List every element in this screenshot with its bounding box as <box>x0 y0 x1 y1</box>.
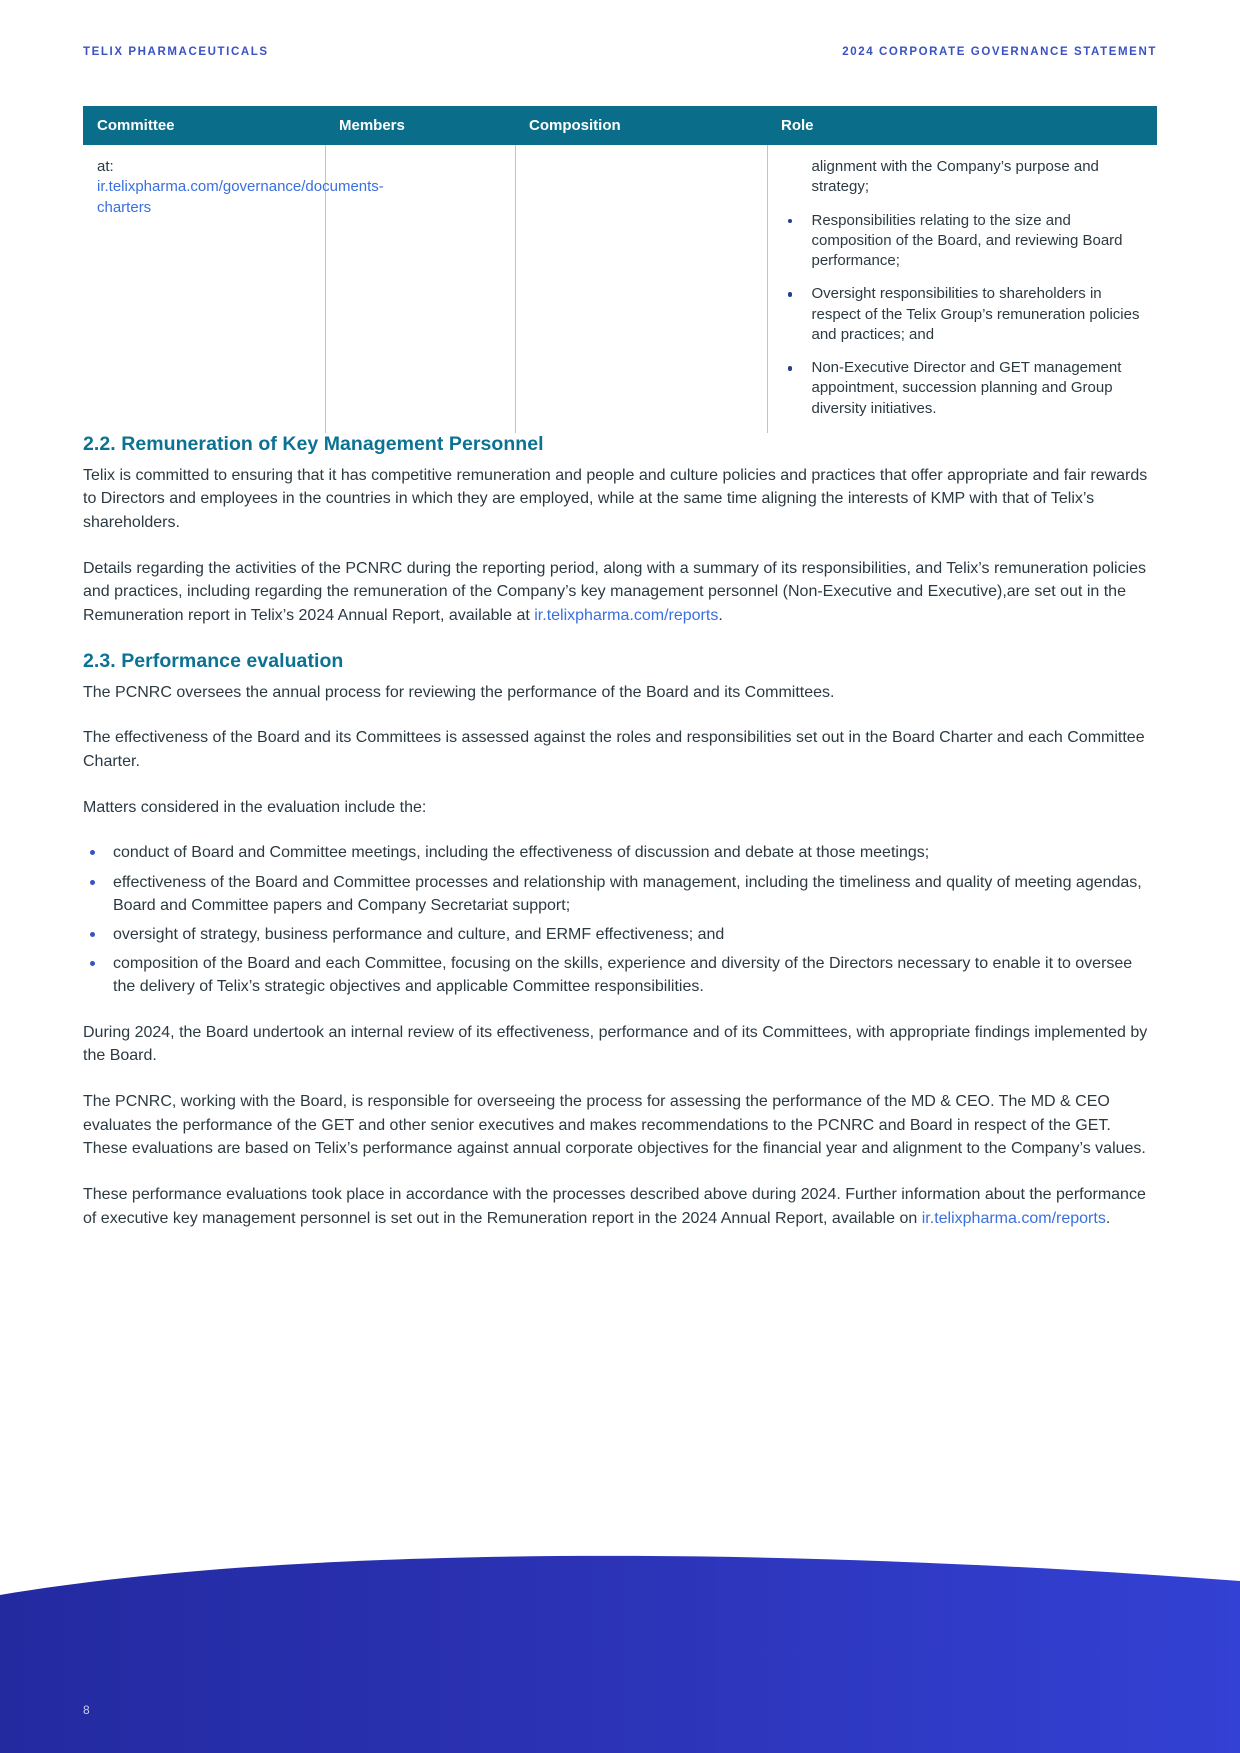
table-row <box>83 145 1157 433</box>
column-header-role: Role <box>767 106 1157 145</box>
running-header-left: TELIX PHARMACEUTICALS <box>83 46 269 58</box>
paragraph-2-2-2-suffix: . <box>718 607 723 625</box>
page-content <box>83 106 1157 1230</box>
section-heading-2-2: 2.2. Remuneration of Key Management Personnel <box>83 432 544 455</box>
column-header-composition: Composition <box>515 106 767 145</box>
role-bullet-list <box>782 211 1144 419</box>
role-continuation-text: alignment with the Company’s purpose and strategy; <box>811 158 1099 196</box>
role-bullet-item: Oversight responsibilities to shareholders in respect of the Telix Group’s remuneration policies and practices; and <box>782 284 1144 345</box>
list-item: oversight of strategy, business performance and culture, and ERMF effectiveness; and <box>83 923 1157 946</box>
running-header-right: 2024 CORPORATE GOVERNANCE STATEMENT <box>842 46 1157 58</box>
paragraph-2-2-2-text: Details regarding the activities of the PCNRC during the reporting period, along with a summary of its responsibilities, and Telix’s remuneration policies and practices, including regarding the remuneration of the Company’s key management personnel (Non-Executive and Executive),are set out in the Remuneration report in Telix’s 2024 Annual Report, available at <box>83 559 1147 625</box>
cell-role <box>767 145 1157 433</box>
paragraph-2-3-4: During 2024, the Board undertook an internal review of its effectiveness, performance and of its Committees, with appropriate findings implemented by the Board. <box>83 1023 1148 1065</box>
paragraph-2-2-2 <box>83 557 1157 628</box>
list-item: composition of the Board and each Committee, focusing on the skills, experience and diversity of the Directors necessary to enable it to oversee the delivery of Telix’s strategic objectives and applicable Committee responsibilities. <box>83 952 1157 998</box>
cell-committee <box>83 145 384 433</box>
reports-link-2[interactable]: ir.telixpharma.com/reports <box>921 1209 1106 1227</box>
paragraph-2-3-5: The PCNRC, working with the Board, is responsible for overseeing the process for assessing the performance of the MD & CEO. The MD & CEO evaluates the performance of the GET and other senior executives and makes recommendations to the PCNRC and Board in respect of the GET. These evaluations are based on Telix’s performance against annual corporate objectives for the financial year and alignment to the Company’s values. <box>83 1092 1146 1158</box>
footer-wave-decoration <box>0 1523 1240 1753</box>
role-bullet-item: Non-Executive Director and GET management appointment, succession planning and Group diversity initiatives. <box>782 358 1144 419</box>
running-header <box>83 46 1157 58</box>
role-bullet-item: Responsibilities relating to the size and composition of the Board, and reviewing Board performance; <box>782 211 1144 272</box>
committee-prefix: at: <box>97 158 114 175</box>
table-header-row <box>83 106 1157 145</box>
paragraph-2-3-3: Matters considered in the evaluation include the: <box>83 798 427 816</box>
paragraph-2-3-6-text: These performance evaluations took place in accordance with the processes described above during 2024. Further information about the performance of executive key management personnel is set out in the Remuneration report in the 2024 Annual Report, available on <box>83 1185 1146 1227</box>
reports-link[interactable]: ir.telixpharma.com/reports <box>534 607 719 625</box>
paragraph-2-3-1: The PCNRC oversees the annual process for reviewing the performance of the Board and its Committees. <box>83 683 835 701</box>
paragraph-2-3-6-suffix: . <box>1105 1209 1111 1227</box>
cell-composition <box>515 145 767 433</box>
column-header-committee: Committee <box>83 106 325 145</box>
paragraph-2-2-1: Telix is committed to ensuring that it has competitive remuneration and people and culture policies and practices that offer appropriate and fair rewards to Directors and employees in the countries in which they are employed, while at the same time aligning the interests of KMP with that of Telix’s shareholders. <box>83 466 1148 532</box>
committee-table <box>83 106 1157 433</box>
list-item: effectiveness of the Board and Committee processes and relationship with management, including the timeliness and quality of meeting agendas, Board and Committee papers and Company Secretariat support; <box>83 871 1157 917</box>
committee-charter-text <box>97 157 384 218</box>
charters-link[interactable]: ir.telixpharma.com/governance/documents-charters <box>97 178 384 216</box>
page-number: 8 <box>83 1703 91 1717</box>
column-header-members: Members <box>325 106 515 145</box>
section-heading-2-3: 2.3. Performance evaluation <box>83 649 344 672</box>
evaluation-bullet-list <box>83 841 1157 998</box>
paragraph-2-3-2: The effectiveness of the Board and its Committees is assessed against the roles and responsibilities set out in the Board Charter and each Committee Charter. <box>83 729 1145 771</box>
paragraph-2-3-6 <box>83 1183 1157 1230</box>
list-item: conduct of Board and Committee meetings, including the effectiveness of discussion and debate at those meetings; <box>83 841 1157 864</box>
